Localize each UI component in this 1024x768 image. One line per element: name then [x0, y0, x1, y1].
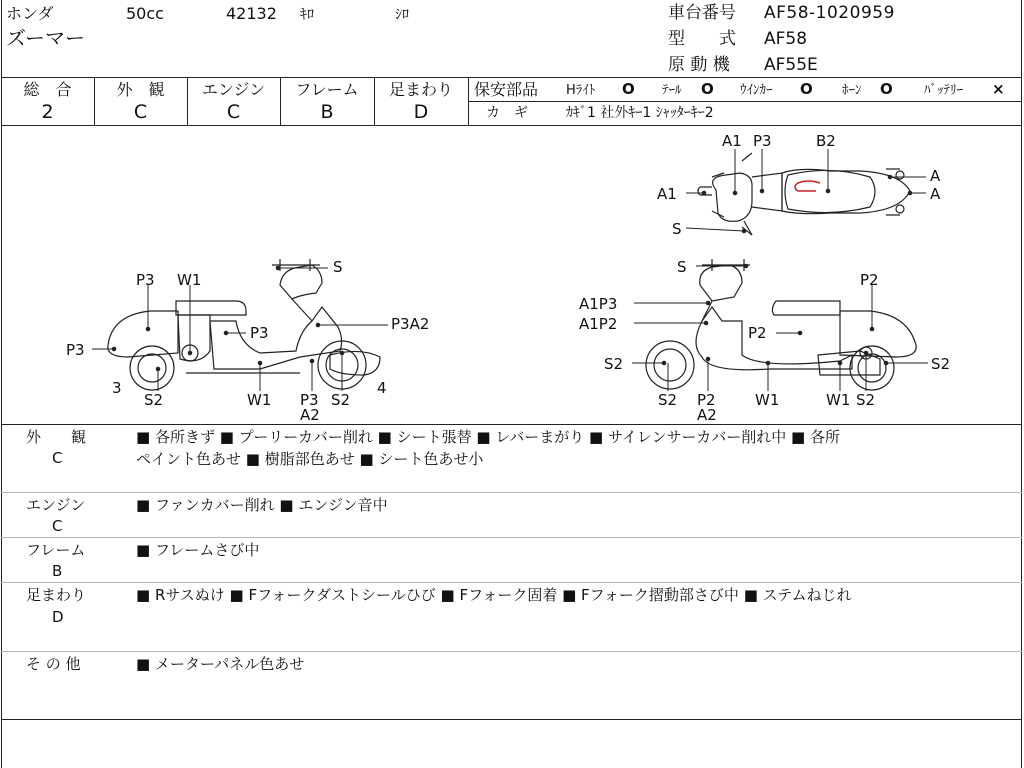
label-left-w1: W1	[247, 391, 272, 409]
grade-engine-value: C	[226, 101, 241, 123]
label-right-s2-bottom: S2	[658, 391, 678, 409]
safety-item-horn: ﾎｰﾝ	[842, 83, 862, 98]
label-right-s2-front: S2	[604, 355, 624, 373]
label-left-4: 4	[377, 379, 387, 397]
maker: ホンダ	[6, 4, 54, 23]
keys-label: カ ギ	[486, 105, 528, 121]
note-engine-grade: C	[52, 517, 63, 535]
label-right-a1p2: A1P2	[579, 315, 618, 333]
safety-mark-headlight: O	[622, 80, 635, 98]
label-right-a1p3: A1P3	[579, 295, 618, 313]
damage-diagram	[0, 125, 1024, 425]
grade-row-top-line	[1, 77, 1022, 78]
safety-item-winker: ｳｲﾝｶｰ	[740, 83, 773, 98]
frame-no: AF58-1020959	[764, 3, 895, 23]
label-top-s: S	[672, 220, 682, 238]
mileage-unit: ｷﾛ	[300, 7, 314, 23]
notes-top-line	[1, 424, 1022, 425]
label-left-s: S	[333, 258, 343, 276]
note-engine-label: エンジン	[26, 496, 86, 514]
note-suspension-grade: D	[52, 608, 64, 626]
label-top-p3: P3	[753, 132, 772, 150]
label-left-s2-rear: S2	[331, 391, 351, 409]
note-engine-line-1: ■ ファンカバー削れ ■ エンジン音中	[136, 496, 388, 514]
label-right-a2: A2	[697, 406, 717, 424]
note-exterior-label: 外 観	[26, 428, 87, 446]
notes-divider-1	[1, 492, 1022, 493]
notes-divider-4	[1, 651, 1022, 652]
safety-mark-taillight: O	[701, 80, 714, 98]
label-right-w1: W1	[755, 391, 780, 409]
grade-frame-label: フレーム	[295, 80, 359, 99]
label-top-a1: A1	[722, 132, 742, 150]
right-view-leaders	[632, 264, 928, 391]
grade-overall-value: 2	[41, 101, 54, 123]
label-left-p3-top: P3	[136, 271, 155, 289]
label-left-p3a2: P3A2	[391, 315, 430, 333]
engine-value: AF55E	[764, 55, 818, 75]
label-right-w1-rear: W1	[826, 391, 851, 409]
type-label: 型 式	[668, 29, 736, 49]
label-left-w1-top: W1	[177, 271, 202, 289]
safety-mark-horn: O	[880, 80, 893, 98]
note-other-line-1: ■ メーターパネル色あせ	[136, 655, 305, 673]
label-left-a2: A2	[300, 406, 320, 424]
label-top-a-upper: A	[930, 167, 941, 185]
label-top-b2: B2	[816, 132, 836, 150]
grade-divider-5	[468, 77, 469, 125]
note-suspension-label: 足まわり	[26, 586, 87, 604]
label-left-s2: S2	[144, 391, 164, 409]
safety-item-battery: ﾊﾞｯﾃﾘｰ	[924, 83, 963, 98]
label-right-s2-side: S2	[931, 355, 951, 373]
label-top-a1-left: A1	[657, 185, 677, 203]
grade-exterior-value: C	[133, 101, 148, 123]
grade-overall-label: 総 合	[23, 80, 72, 99]
notes-divider-2	[1, 537, 1022, 538]
grade-engine-label: エンジン	[201, 80, 266, 99]
note-exterior-line-1: ■ 各所きず ■ プーリーカバー削れ ■ シート張替 ■ レバーまがり ■ サイレンサーカバー削れ中 ■ 各所	[136, 428, 840, 446]
label-right-p2-top: P2	[860, 271, 879, 289]
safety-mark-battery: ×	[992, 80, 1005, 98]
label-left-p3-bottom: P3	[300, 391, 319, 409]
top-view-scooter	[698, 153, 910, 235]
label-right-s2-rear: S2	[856, 391, 876, 409]
note-other-label: そ の 他	[26, 655, 81, 673]
safety-label: 保安部品	[474, 80, 539, 99]
engine-label: 原 動 機	[668, 55, 730, 75]
label-left-p3-side: P3	[66, 341, 85, 359]
label-left-3: 3	[112, 379, 122, 397]
label-right-p2-bottom: P2	[697, 391, 716, 409]
type-value: AF58	[764, 29, 808, 49]
note-exterior-grade: C	[52, 449, 63, 467]
color: ｼﾛ	[395, 7, 409, 23]
label-left-p3-mid: P3	[250, 324, 269, 342]
grade-suspension-value: D	[413, 101, 429, 123]
label-top-a-lower: A	[930, 185, 941, 203]
safety-divider-line	[468, 101, 1021, 102]
label-right-s: S	[677, 258, 687, 276]
keys-value: ｶｷﾞ1 社外ｷｰ1 ｼｬｯﾀｰｷｰ2	[566, 105, 714, 121]
label-right-p2-mid: P2	[748, 324, 767, 342]
note-frame-grade: B	[52, 562, 63, 580]
safety-item-headlight: Hﾗｲﾄ	[566, 83, 596, 98]
note-frame-label: フレーム	[26, 541, 86, 559]
mileage: 42132	[226, 4, 277, 23]
frame-no-label: 車台番号	[668, 3, 736, 23]
note-frame-line-1: ■ フレームさび中	[136, 541, 260, 559]
safety-item-taillight: ﾃｰﾙ	[662, 83, 682, 98]
grade-frame-value: B	[320, 101, 334, 123]
notes-bottom-line	[1, 719, 1022, 720]
model-name: ズーマー	[6, 26, 85, 50]
note-suspension-line-1: ■ Rサスぬけ ■ Fフォークダストシールひび ■ Fフォーク固着 ■ Fフォーク摺動部さび中 ■ ステムねじれ	[136, 586, 852, 604]
safety-mark-winker: O	[800, 80, 813, 98]
note-exterior-line-2: ペイント色あせ ■ 樹脂部色あせ ■ シート色あせ小	[136, 450, 484, 468]
grade-exterior-label: 外 観	[116, 80, 165, 99]
notes-divider-3	[1, 582, 1022, 583]
grade-suspension-label: 足まわり	[388, 80, 453, 99]
top-view-damage-mark	[795, 181, 820, 191]
displacement: 50cc	[126, 4, 164, 23]
